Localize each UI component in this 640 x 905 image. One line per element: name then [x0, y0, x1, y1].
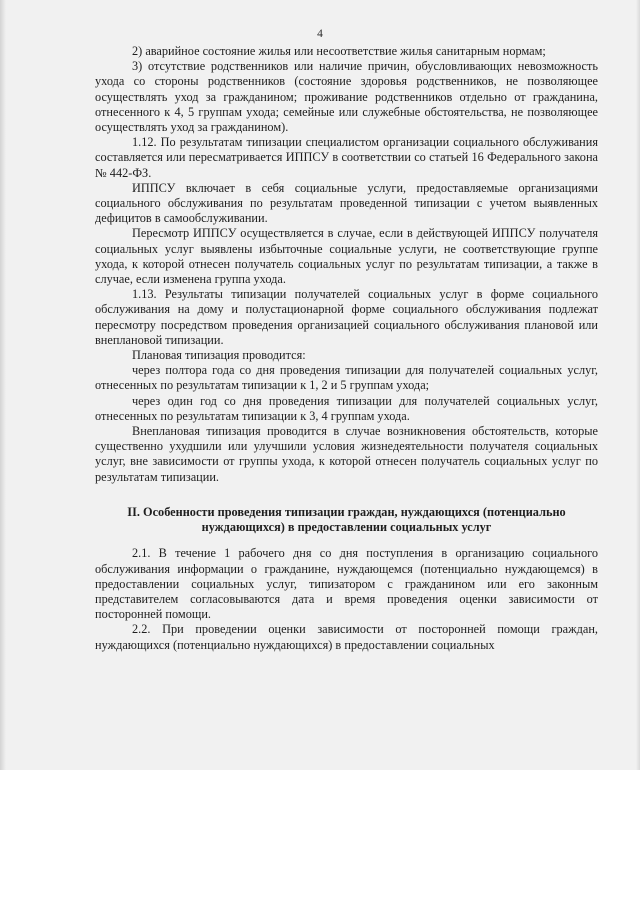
clause-2-1: 2.1. В течение 1 рабочего дня со дня поступления в организацию социального обслуживания информации о гражданине, нуждающемся (потенциально нуждающемся) в предоставлении социальных услуг, типизатором с гражданином или его законным представителем согласовываются дата и время проведения оценки зависимости от посторонней помощи.	[95, 546, 598, 622]
list-item-3: 3) отсутствие родственников или наличие причин, обусловливающих невозможность ухода со стороны родственников (состояние здоровья родственников, не позволяющее осуществлять уход за гражданином; проживание родственников отдельно от гражданина, отнесенного к 4, 5 группам ухода; семейные или служебные обстоятельства, не позволяющее осуществлять уход за гражданином).	[95, 59, 598, 135]
clause-1-13: 1.13. Результаты типизации получателей социальных услуг в форме социального обслуживания на дому и полустационарной форме социального обслуживания подлежат пересмотру посредством проведения организацией социального обслуживания плановой или внеплановой типизации.	[95, 287, 598, 347]
clause-2-2: 2.2. При проведении оценки зависимости от посторонней помощи граждан, нуждающихся (потенциально нуждающихся) в предоставлении социальных	[95, 622, 598, 652]
paragraph-one-and-half-years: через полтора года со дня проведения типизации для получателей социальных услуг, отнесенных по результатам типизации к 1, 2 и 5 группам ухода;	[95, 363, 598, 393]
page-number: 4	[317, 28, 323, 40]
paragraph-ippsu-review: Пересмотр ИППСУ осуществляется в случае, если в действующей ИППСУ получателя социальных услуг выявлены избыточные социальные услуги, не соответствующие группе ухода, к которой отнесен получатель социальных услуг по результатам типизации, а также в случае, если изменена группа ухода.	[95, 226, 598, 287]
paragraph-one-year: через один год со дня проведения типизации для получателей социальных услуг, отнесенных по результатам типизации к 3, 4 группам ухода.	[95, 393, 598, 423]
section-heading-2: II. Особенности проведения типизации граждан, нуждающихся (потенциально нуждающихся) в предоставлении социальных услуг	[127, 504, 566, 535]
scan-shadow-left	[0, 0, 6, 770]
list-item-2: 2) аварийное состояние жилья или несоответствие жилья санитарным нормам;	[132, 44, 546, 58]
paragraph-unplanned-typing: Внеплановая типизация проводится в случае возникновения обстоятельств, которые существенно ухудшили или улучшили условия жизнедеятельности получателя социальных услуг, вне зависимости от группы ухода, к которой отнесен получатель социальных услуг по результатам типизации.	[95, 424, 598, 484]
document-body	[95, 44, 598, 653]
clause-1-12: 1.12. По результатам типизации специалистом организации социального обслуживания составляется или пересматривается ИППСУ в соответствии со статьей 16 Федерального закона № 442-ФЗ.	[95, 135, 598, 180]
paragraph-ippsu-includes: ИППСУ включает в себя социальные услуги, предоставляемые организациями социального обслуживания по результатам проведенной типизации с учетом выявленных дефицитов в самообслуживании.	[95, 180, 598, 226]
scan-shadow-right	[636, 0, 640, 770]
paragraph-planned-typing: Плановая типизация проводится:	[132, 348, 306, 363]
